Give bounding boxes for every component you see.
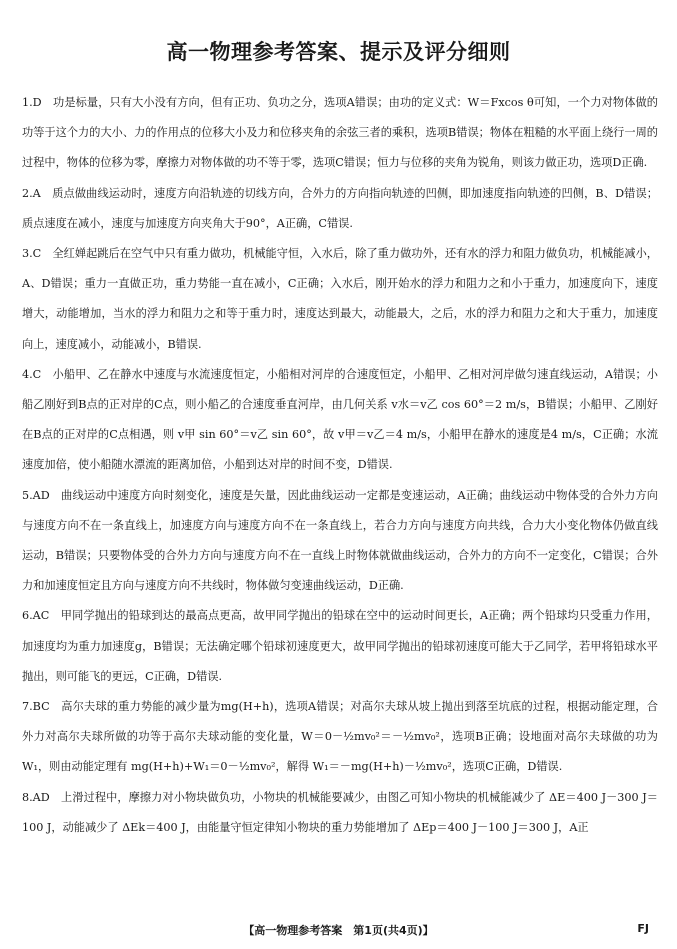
- answer-item-2: 2.A 质点做曲线运动时，速度方向沿轨迹的切线方向，合外力的方向指向轨迹的凹侧，即加速度指向轨迹的凹侧，B、D错误；质点速度在减小，速度与加速度方向夹角大于90°，A正确，C错误.: [22, 186, 658, 230]
- answer-item-8: 8.AD 上滑过程中，摩擦力对小物块做负功，小物块的机械能要减少，由图乙可知小物块的机械能减少了 ΔE＝400 J－300 J＝100 J，动能减少了 ΔEk＝400 J，由能量守恒定律知小物块的重力势能增加了 ΔEp＝400 J－100 J＝300 J，A正: [22, 790, 658, 834]
- answer-item-1: 1.D 功是标量，只有大小没有方向，但有正功、负功之分，选项A错误；由功的定义式：W＝Fxcos θ可知，一个力对物体做的功等于这个力的大小、力的作用点的位移大小及力和位移夹角的余弦三者的乘积，选项B错误；物体在粗糙的水平面上绕行一周的过程中，物体的位移为零，摩擦力对物体做的功不等于零，选项C错误；恒力与位移的夹角为锐角，则该力做正功，选项D正确.: [22, 96, 658, 170]
- answer-item-7: 7.BC 高尔夫球的重力势能的减少量为mg(H+h)，选项A错误；对高尔夫球从坡上抛出到落至坑底的过程，根据动能定理，合外力对高尔夫球所做的功等于高尔夫球动能的变化量，W＝0－½mv₀²＝－½mv₀²，选项B正确；设地面对高尔夫球做的功为W₁，则由动能定理有 mg(H+h)+W₁＝0－½mv₀²，解得 W₁＝－mg(H+h)－½mv₀²，选项C正确，D错误.: [22, 700, 658, 774]
- footer-code: FJ: [637, 922, 649, 935]
- answer-item-5: 5.AD 曲线运动中速度方向时刻变化，速度是矢量，因此曲线运动一定都是变速运动，A正确；曲线运动中物体受的合外力方向与速度方向不在一条直线上，加速度方向与速度方向不在一条直线上，若合力方向与速度方向共线，合力大小变化物体仍做直线运动，B错误；只要物体受的合外力方向与速度方向不在一直线上时物体就做曲线运动，合外力的方向不一定变化，C错误；合外力和加速度恒定且方向与速度方向不共线时，物体做匀变速曲线运动，D正确.: [22, 488, 658, 593]
- answer-item-3: 3.C 全红婵起跳后在空气中只有重力做功，机械能守恒，入水后，除了重力做功外，还有水的浮力和阻力做负功，机械能减小，A、D错误；重力一直做正功，重力势能一直在减小，C正确；入水后，刚开始水的浮力和阻力之和小于重力，加速度向下，速度增大，动能增加，当水的浮力和阻力之和等于重力时，速度达到最大，动能最大，之后，水的浮力和阻力之和大于重力，加速度向上，速度减小，动能减小，B错误.: [22, 247, 658, 351]
- page-title: 高一物理参考答案、提示及评分细则: [166, 40, 511, 64]
- answer-list: [22, 88, 658, 843]
- footer-page-label: 【高一物理参考答案 第1页(共4页)】: [243, 924, 434, 937]
- answer-item-4: 4.C 小船甲、乙在静水中速度与水流速度恒定，小船相对河岸的合速度恒定，小船甲、乙相对河岸做匀速直线运动，A错误；小船乙刚好到B点的正对岸的C点，则小船乙的合速度垂直河岸，由几何关系 v水＝v乙 cos 60°＝2 m/s，B错误；小船甲、乙刚好在B点的正对岸的C点相遇，则 v甲 sin 60°＝v乙 sin 60°，故 v甲＝v乙＝4 m/s，小船甲在静水的速度是4 m/s，C正确；水流速度加倍，使小船随水漂流的距离加倍，小船到达对岸的时间不变，D错误.: [22, 367, 658, 472]
- answer-item-6: 6.AC 甲同学抛出的铅球到达的最高点更高，故甲同学抛出的铅球在空中的运动时间更长，A正确；两个铅球均只受重力作用，加速度均为重力加速度g，B错误；无法确定哪个铅球初速度更大，故甲同学抛出的铅球初速度可能大于乙同学，若甲将铅球水平抛出，则可能飞的更远，C正确，D错误.: [22, 609, 658, 683]
